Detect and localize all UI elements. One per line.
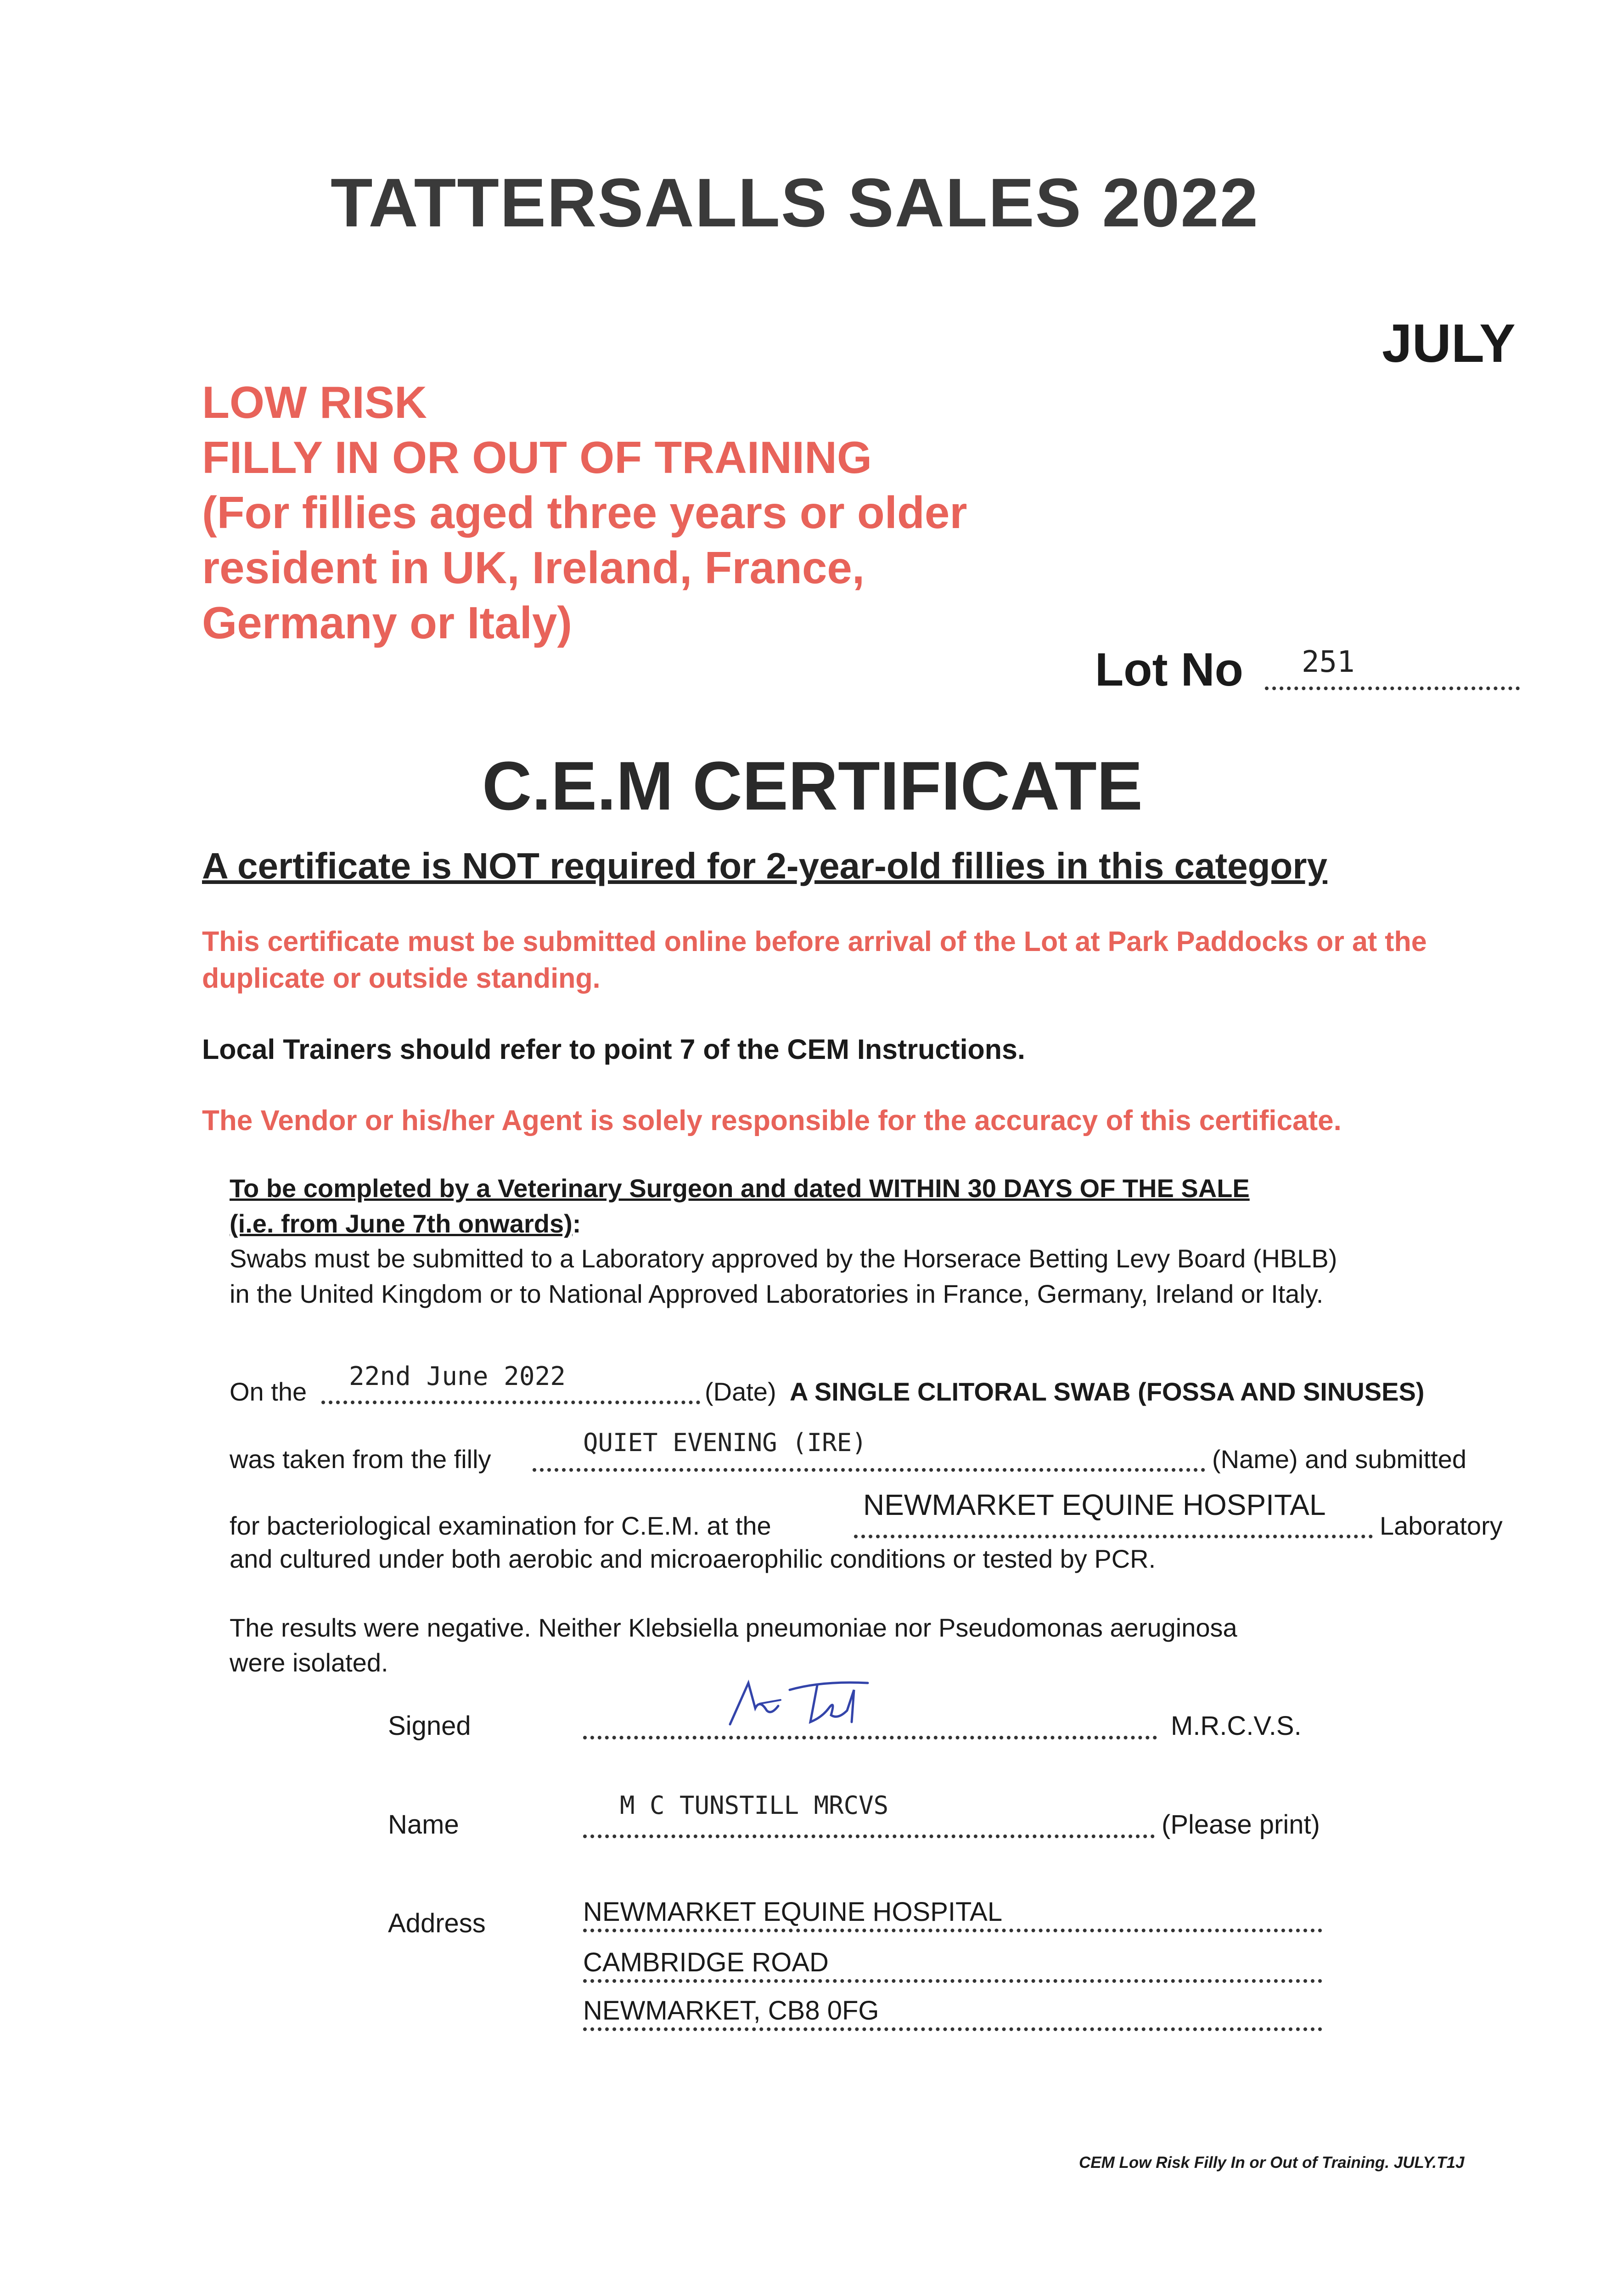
print-note: (Please print) xyxy=(1162,1810,1320,1840)
address-field-3[interactable] xyxy=(583,2027,1322,2031)
address-label: Address xyxy=(388,1908,486,1938)
address-line-1: NEWMARKET EQUINE HOSPITAL xyxy=(583,1897,1003,1927)
date-suffix: (Date) xyxy=(705,1377,776,1406)
signed-label: Signed xyxy=(388,1711,471,1741)
lot-number-value: 251 xyxy=(1302,645,1355,679)
swab-submission-line2: in the United Kingdom or to National Approved Laboratories in France, Germany, Ireland or Italy. xyxy=(230,1279,1324,1308)
filly-name-suffix: (Name) and submitted xyxy=(1212,1445,1467,1474)
vet-name-value: M C TUNSTILL MRCVS xyxy=(620,1791,889,1820)
laboratory-name-value: NEWMARKET EQUINE HOSPITAL xyxy=(863,1488,1326,1521)
online-submission-notice: This certificate must be submitted online before arrival of the Lot at Park Paddocks or at the duplicate or outside standing. xyxy=(202,926,1427,994)
address-field-1[interactable] xyxy=(583,1929,1322,1932)
certificate-heading: C.E.M CERTIFICATE xyxy=(482,747,1143,824)
filly-name-value: QUIET EVENING (IRE) xyxy=(583,1428,867,1457)
swab-submission-line1: Swabs must be submitted to a Laboratory approved by the Horserace Betting Levy Board (HBLB) xyxy=(230,1244,1337,1273)
completion-instruction-colon: : xyxy=(572,1209,581,1238)
signature-field[interactable] xyxy=(583,1736,1157,1739)
culture-conditions: and cultured under both aerobic and microaerophilic conditions or tested by PCR. xyxy=(230,1544,1156,1573)
address-line-2: CAMBRIDGE ROAD xyxy=(583,1947,829,1977)
filly-prefix: was taken from the filly xyxy=(230,1445,491,1474)
laboratory-suffix: Laboratory xyxy=(1380,1511,1503,1540)
swab-type: A SINGLE CLITORAL SWAB (FOSSA AND SINUSES) xyxy=(790,1377,1425,1406)
name-label: Name xyxy=(388,1810,459,1840)
address-field-2[interactable] xyxy=(583,1979,1322,1983)
form-reference: CEM Low Risk Filly In or Out of Training. JULY.T1J xyxy=(1079,2154,1465,2172)
category-line-countries: Germany or Italy) xyxy=(202,597,573,648)
completion-instruction-date: (i.e. from June 7th onwards) xyxy=(230,1209,573,1238)
results-line2: were isolated. xyxy=(230,1648,388,1677)
vendor-responsibility-notice: The Vendor or his/her Agent is solely responsible for the accuracy of this certificate. xyxy=(202,1105,1342,1137)
page-title: TATTERSALLS SALES 2022 xyxy=(331,164,1259,241)
completion-instruction-line2 xyxy=(230,1209,581,1238)
category-line-training: FILLY IN OR OUT OF TRAINING xyxy=(202,432,872,483)
sale-month: JULY xyxy=(1382,313,1516,374)
results-line1: The results were negative. Neither Klebsiella pneumoniae nor Pseudomonas aeruginosa xyxy=(230,1613,1237,1642)
completion-instruction-line1: To be completed by a Veterinary Surgeon and dated WITHIN 30 DAYS OF THE SALE xyxy=(230,1174,1250,1203)
date-field[interactable] xyxy=(321,1401,700,1404)
certificate-subheading: A certificate is NOT required for 2-year-old fillies in this category xyxy=(202,845,1328,886)
date-value: 22nd June 2022 xyxy=(349,1362,566,1391)
category-line-age: (For fillies aged three years or older xyxy=(202,487,967,538)
laboratory-prefix: for bacteriological examination for C.E.M. at the xyxy=(230,1511,771,1540)
local-trainers-notice: Local Trainers should refer to point 7 of the CEM Instructions. xyxy=(202,1034,1025,1065)
filly-name-field[interactable] xyxy=(533,1468,1205,1472)
category-line-risk: LOW RISK xyxy=(202,377,427,428)
mrcvs-suffix: M.R.C.V.S. xyxy=(1171,1711,1302,1741)
handwritten-signature xyxy=(716,1671,872,1736)
category-line-residence: resident in UK, Ireland, France, xyxy=(202,542,865,593)
vet-name-field[interactable] xyxy=(583,1835,1155,1838)
date-prefix: On the xyxy=(230,1377,307,1406)
address-line-3: NEWMARKET, CB8 0FG xyxy=(583,1996,879,2026)
lot-number-field[interactable] xyxy=(1265,687,1520,690)
lot-number-label: Lot No xyxy=(1095,643,1243,696)
laboratory-field[interactable] xyxy=(854,1535,1373,1538)
